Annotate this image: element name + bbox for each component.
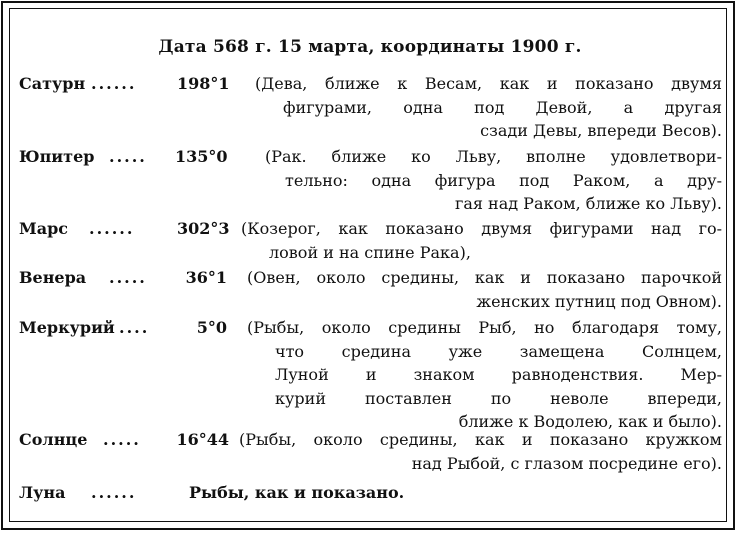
entry-mars — [19, 217, 722, 265]
desc-line: ловой и на спине Рака), — [269, 242, 471, 262]
coordinate-value: 302°3 — [177, 219, 230, 238]
entry-venus — [19, 266, 722, 314]
planet-name: Солнце — [19, 430, 88, 449]
planet-name: Луна — [19, 483, 66, 502]
desc-line: (Рыбы, около средины Рыб, но благодаря тому, — [247, 318, 722, 337]
desc-line: (Рак. ближе ко Льву, вполне удовлетвори- — [265, 147, 722, 166]
coordinate-value: 5°0 — [196, 318, 227, 337]
leader-dots: .... — [119, 318, 150, 337]
coordinate-value: 135°0 — [175, 147, 228, 166]
desc-line: что средина уже замещена Солнцем, — [275, 341, 722, 361]
coordinate-value: 198°1 — [177, 74, 230, 93]
entry-description — [241, 217, 722, 264]
desc-line: над Рыбой, с глазом посредине его). — [411, 453, 722, 473]
leader-dots: ..... — [103, 430, 141, 449]
desc-line: гая над Раком, ближе ко Льву). — [454, 194, 722, 213]
leader-dots: ...... — [91, 74, 137, 93]
entry-description — [265, 145, 722, 216]
entry-saturn — [19, 72, 722, 144]
leader-dots: ..... — [109, 147, 147, 166]
planet-name: Сатурн — [19, 74, 86, 93]
entry-description — [255, 72, 722, 143]
desc-line: (Козерог, как показано двумя фигурами над го- — [241, 219, 722, 238]
entry-description — [239, 428, 722, 475]
leader-dots: ...... — [91, 483, 137, 502]
entry-jupiter — [19, 145, 722, 217]
entry-moon — [19, 481, 722, 505]
desc-line: (Овен, около средины, как и показано парочкой — [247, 268, 722, 287]
page-title: Дата 568 г. 15 марта, координаты 1900 г. — [158, 37, 582, 57]
desc-line: Рыбы, как и показано. — [189, 483, 405, 502]
planet-name: Юпитер — [19, 147, 95, 166]
planet-name: Меркурий — [19, 318, 115, 337]
desc-line: (Рыбы, около средины, как и показано кружком — [239, 430, 722, 449]
entry-mercury — [19, 316, 722, 434]
desc-line: тельно: одна фигура под Раком, а дру- — [285, 170, 722, 190]
planet-name: Венера — [19, 268, 87, 287]
desc-line: (Дева, ближе к Весам, как и показано двумя — [255, 74, 722, 93]
coordinate-value: 16°44 — [176, 430, 229, 449]
desc-line: фигурами, одна под Девой, а другая — [283, 97, 722, 117]
entry-sun — [19, 428, 722, 476]
desc-line: Луной и знаком равноденствия. Мер- — [275, 365, 722, 384]
desc-line: сзади Девы, впереди Весов). — [480, 121, 722, 140]
desc-line: ближе к Водолею, как и было). — [458, 412, 722, 431]
desc-line: курий поставлен по неволе впереди, — [275, 388, 722, 408]
leader-dots: ...... — [89, 219, 135, 238]
coordinate-value: 36°1 — [185, 268, 227, 287]
entry-description — [247, 266, 722, 313]
entry-description — [247, 316, 722, 434]
leader-dots: ..... — [109, 268, 147, 287]
desc-line: женских путниц под Овном). — [476, 291, 722, 311]
entry-description — [189, 481, 722, 505]
planet-name: Марс — [19, 219, 69, 238]
